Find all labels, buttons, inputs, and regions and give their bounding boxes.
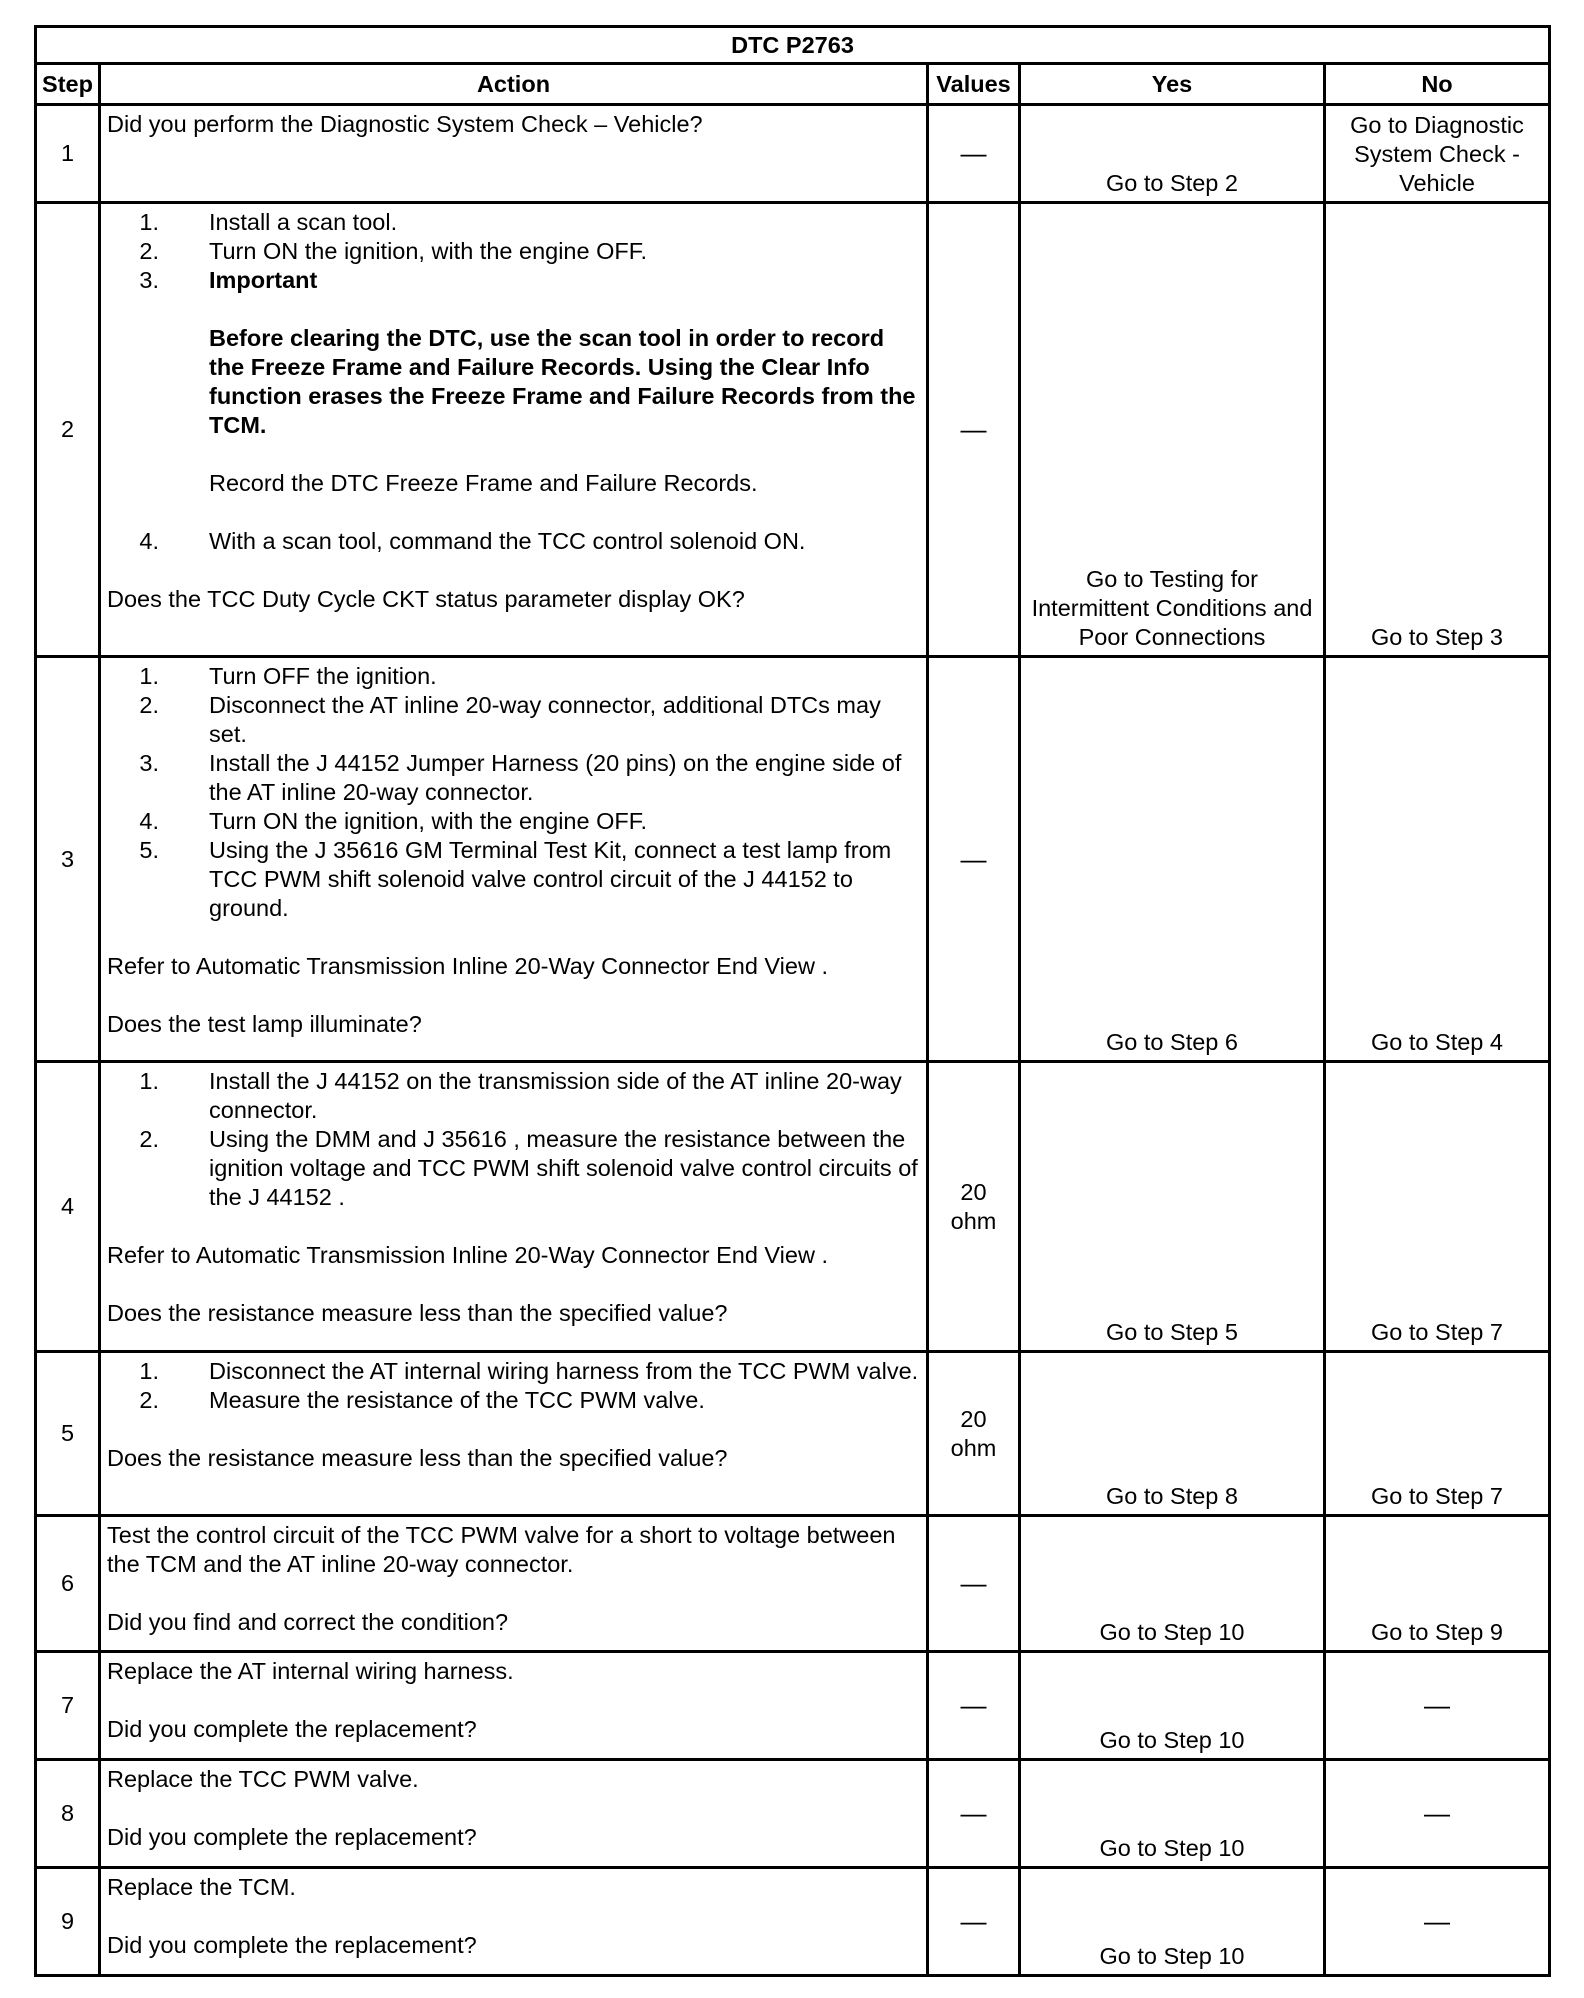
action-cell <box>100 1868 928 1976</box>
value-cell: 20 ohm <box>928 1062 1020 1352</box>
yes-cell: Go to Step 10 <box>1020 1652 1325 1760</box>
value-cell: — <box>928 657 1020 1062</box>
header-values: Values <box>928 64 1020 105</box>
no-cell: — <box>1325 1868 1550 1976</box>
important-heading: Important <box>209 267 318 293</box>
step-number: 6 <box>36 1516 100 1652</box>
step-number: 8 <box>36 1760 100 1868</box>
diagnostic-table <box>34 25 1551 1977</box>
action-cell <box>100 1652 928 1760</box>
list-item: 1. Install the J 44152 on the transmission side of the AT inline 20-way connector. <box>139 1068 902 1123</box>
no-cell: Go to Step 7 <box>1325 1062 1550 1352</box>
table-row <box>36 203 1550 657</box>
action-steps <box>107 662 922 923</box>
table-title: DTC P2763 <box>36 27 1550 64</box>
no-cell: Go to Step 3 <box>1325 203 1550 657</box>
action-steps <box>107 1067 922 1212</box>
no-cell: Go to Step 7 <box>1325 1352 1550 1516</box>
value-cell: — <box>928 203 1020 657</box>
question-text: Did you find and correct the condition? <box>107 1609 509 1635</box>
table-row <box>36 1516 1550 1652</box>
step-number: 5 <box>36 1352 100 1516</box>
yes-cell: Go to Step 6 <box>1020 657 1325 1062</box>
action-cell <box>100 657 928 1062</box>
list-item: 3. Install the J 44152 Jumper Harness (20 pins) on the engine side of the AT inline 20-way connector. <box>139 750 902 805</box>
value-cell: — <box>928 105 1020 203</box>
list-item: 1. Install a scan tool. <box>139 209 398 235</box>
question-text: Does the resistance measure less than the specified value? <box>107 1300 728 1326</box>
action-cell <box>100 1516 928 1652</box>
step-number: 9 <box>36 1868 100 1976</box>
no-cell: — <box>1325 1760 1550 1868</box>
table-row <box>36 1760 1550 1868</box>
value-cell: — <box>928 1516 1020 1652</box>
action-steps <box>107 1357 922 1415</box>
question-text: Did you complete the replacement? <box>107 1716 477 1742</box>
list-item: 2. Disconnect the AT inline 20-way connector, additional DTCs may set. <box>139 692 881 747</box>
question-text: Does the TCC Duty Cycle CKT status parameter display OK? <box>107 586 745 612</box>
value-cell: — <box>928 1868 1020 1976</box>
action-text: Replace the TCM. <box>107 1874 296 1900</box>
table-row <box>36 657 1550 1062</box>
action-steps <box>107 208 922 556</box>
action-cell <box>100 203 928 657</box>
list-item: 1. Turn OFF the ignition. <box>139 663 437 689</box>
header-step: Step <box>36 64 100 105</box>
no-cell: Go to Step 4 <box>1325 657 1550 1062</box>
list-item: 2. Turn ON the ignition, with the engine OFF. <box>139 238 648 264</box>
no-cell: — <box>1325 1652 1550 1760</box>
yes-cell: Go to Step 8 <box>1020 1352 1325 1516</box>
step-number: 7 <box>36 1652 100 1760</box>
action-cell <box>100 1760 928 1868</box>
important-note: Before clearing the DTC, use the scan tool in order to record the Freeze Frame and Failure Records. Using the Clear Info function erases the Freeze Frame and Failure Records from the TCM. <box>209 325 916 438</box>
list-item: 2. Measure the resistance of the TCC PWM valve. <box>139 1387 705 1413</box>
action-cell <box>100 1352 928 1516</box>
value-cell: — <box>928 1760 1020 1868</box>
step-number: 4 <box>36 1062 100 1352</box>
yes-cell: Go to Step 10 <box>1020 1516 1325 1652</box>
list-item: 2. Using the DMM and J 35616 , measure the resistance between the ignition voltage and TCC PWM shift solenoid valve control circuits of the J 44152 . <box>139 1126 918 1210</box>
list-item: 3. Important Before clearing the DTC, use the scan tool in order to record the Freeze Frame and Failure Records. Using the Clear Info function erases the Freeze Frame and Failure Records from the TCM. Record the DTC Freeze Frame and Failure Records. <box>107 266 922 527</box>
step-number: 1 <box>36 105 100 203</box>
header-yes: Yes <box>1020 64 1325 105</box>
yes-cell: Go to Step 5 <box>1020 1062 1325 1352</box>
list-item: 4. With a scan tool, command the TCC control solenoid ON. <box>139 528 806 554</box>
step-number: 3 <box>36 657 100 1062</box>
reference-text: Refer to Automatic Transmission Inline 20-Way Connector End View . <box>107 1242 828 1268</box>
yes-cell: Go to Step 10 <box>1020 1760 1325 1868</box>
action-cell <box>100 105 928 203</box>
question-text: Did you complete the replacement? <box>107 1824 477 1850</box>
table-row <box>36 1352 1550 1516</box>
list-item: 1. Disconnect the AT internal wiring harness from the TCC PWM valve. <box>139 1358 919 1384</box>
yes-cell: Go to Step 2 <box>1020 105 1325 203</box>
list-item: 5. Using the J 35616 GM Terminal Test Kit, connect a test lamp from TCC PWM shift solenoid valve control circuit of the J 44152 to ground. <box>139 837 892 921</box>
value-cell: — <box>928 1652 1020 1760</box>
yes-cell: Go to Step 10 <box>1020 1868 1325 1976</box>
step-number: 2 <box>36 203 100 657</box>
header-action: Action <box>100 64 928 105</box>
yes-cell: Go to Testing for Intermittent Conditions and Poor Connections <box>1020 203 1325 657</box>
question-text: Did you complete the replacement? <box>107 1932 477 1958</box>
question-text: Does the test lamp illuminate? <box>107 1011 422 1037</box>
action-text: Test the control circuit of the TCC PWM valve for a short to voltage between the TCM and the AT inline 20-way connector. <box>107 1522 896 1577</box>
action-cell <box>100 1062 928 1352</box>
list-item: 4. Turn ON the ignition, with the engine OFF. <box>139 808 648 834</box>
record-instruction: Record the DTC Freeze Frame and Failure Records. <box>209 470 758 496</box>
table-row <box>36 1062 1550 1352</box>
action-text: Replace the AT internal wiring harness. <box>107 1658 514 1684</box>
no-cell: Go to Diagnostic System Check - Vehicle <box>1325 105 1550 203</box>
reference-text: Refer to Automatic Transmission Inline 20-Way Connector End View . <box>107 953 828 979</box>
table-row <box>36 1652 1550 1760</box>
action-text: Did you perform the Diagnostic System Check – Vehicle? <box>107 111 703 137</box>
value-cell: 20 ohm <box>928 1352 1020 1516</box>
question-text: Does the resistance measure less than the specified value? <box>107 1445 728 1471</box>
table-row <box>36 105 1550 203</box>
header-no: No <box>1325 64 1550 105</box>
no-cell: Go to Step 9 <box>1325 1516 1550 1652</box>
table-row <box>36 1868 1550 1976</box>
action-text: Replace the TCC PWM valve. <box>107 1766 419 1792</box>
